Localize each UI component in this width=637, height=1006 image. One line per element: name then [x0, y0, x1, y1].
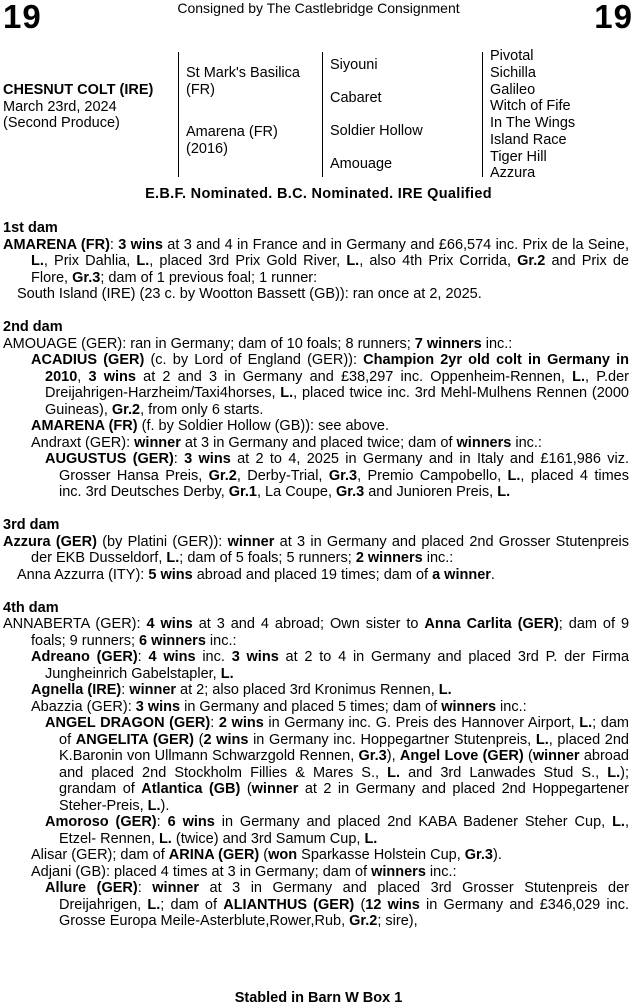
- fourth-dam-heading: 4th dam: [3, 599, 59, 616]
- produce-note: (Second Produce): [3, 115, 120, 131]
- pedigree-gen3-6: Island Race: [490, 132, 567, 148]
- second-dam-grandproduce: AUGUSTUS (GER): 3 wins at 2 to 4, 2025 in Germany and in Italy and £161,986 viz. Grosser Hansa Preis, Gr.2, Derby-Trial, Gr.3, Premio Campobello, L., placed 4 times inc. 3rd Deutsches Derby, Gr.1, La Coupe, Gr.3 and Junioren Preis, L.: [45, 451, 629, 500]
- catalogue-body: [3, 220, 629, 930]
- fourth-dam-produce-5: Adjani (GB): placed 4 times at 3 in Germany; dam of winners inc.:: [31, 863, 457, 880]
- lot-number-right: 19: [594, 0, 633, 35]
- second-dam-produce-1: ACADIUS (GER) (c. by Lord of England (GER)): Champion 2yr old colt in Germany in 2010, 3 wins at 2 and 3 in Germany and £38,297 inc. Oppenheim-Rennen, L., P.der Dreijahrigen-Harzheim/Taxi4horses, L., placed twice inc. 3rd Mehl-Mulhens Rennen (2000 Guineas), Gr.2, from only 6 starts.: [31, 352, 629, 418]
- third-dam-heading: 3rd dam: [3, 517, 60, 533]
- consignor-line: Consigned by The Castlebridge Consignment: [177, 0, 460, 16]
- pedigree-dam-sire: Soldier Hollow: [330, 123, 423, 139]
- fourth-dam-produce-1: Adreano (GER): 4 wins inc. 3 wins at 2 to 4 in Germany and placed 3rd P. der Firma Jungheinrich Gabelstapler, L.: [31, 649, 630, 682]
- stabling-note: Stabled in Barn W Box 1: [234, 990, 403, 1006]
- pedigree-gen3-5: In The Wings: [490, 115, 576, 131]
- second-dam-entry: AMOUAGE (GER): ran in Germany; dam of 10 foals; 8 runners; 7 winners inc.:: [3, 335, 513, 352]
- fourth-dam-grandproduce-1: ANGEL DRAGON (GER): 2 wins in Germany inc. G. Preis des Hannover Airport, L.; dam of ANGELITA (GER) (2 wins in Germany inc. Hoppegartner Stutenpreis, L., placed 2nd K.Baronin von Ullmann Schwarzgold Rennen, Gr.3), Angel Love (GER) (winner abroad and placed 2nd Stockholm Fillies & Mares S., L. and 3rd Lanwades Stud S., L.); grandam of Atlantica (GB) (winner at 2 in Germany and placed 2nd Hoppegartener Steher-Preis, L.).: [45, 715, 630, 814]
- lot-number-left: 19: [3, 0, 42, 35]
- fourth-dam-produce-4: Alisar (GER); dam of ARINA (GER) (won Sparkasse Holstein Cup, Gr.3).: [31, 847, 502, 863]
- fourth-dam-entry: ANNABERTA (GER): 4 wins at 3 and 4 abroad; Own sister to Anna Carlita (GER); dam of 9 foals; 9 runners; 6 winners inc.:: [3, 616, 630, 649]
- nominations-line: E.B.F. Nominated. B.C. Nominated. IRE Qualified: [145, 186, 492, 202]
- second-dam-heading: 2nd dam: [3, 319, 63, 335]
- pedigree-sire-sire: Siyouni: [330, 57, 378, 73]
- foaling-date: March 23rd, 2024: [3, 98, 117, 115]
- pedigree-gen3-4: Witch of Fife: [490, 98, 571, 114]
- pedigree-gen3-7: Tiger Hill: [490, 149, 547, 165]
- horse-details: [3, 82, 163, 132]
- fourth-dam-produce-3: Abazzia (GER): 3 wins in Germany and placed 5 times; dam of winners inc.:: [31, 698, 527, 715]
- pedigree-divider-3: [482, 52, 483, 177]
- third-dam-entry: Azzura (GER) (by Platini (GER)): winner at 3 in Germany and placed 2nd Grosser Stutenpreis der EKB Dusseldorf, L.; dam of 5 foals; 5 runners; 2 winners inc.:: [3, 533, 630, 566]
- second-dam-produce-3: Andraxt (GER): winner at 3 in Germany and placed twice; dam of winners inc.:: [31, 434, 542, 451]
- pedigree-dam: Amarena (FR) (2016): [186, 124, 278, 157]
- first-dam-heading: 1st dam: [3, 220, 58, 236]
- third-dam-produce: Anna Azzurra (ITY): 5 wins abroad and placed 19 times; dam of a winner.: [17, 566, 495, 583]
- pedigree-divider-2: [322, 52, 323, 177]
- pedigree-dam-dam: Amouage: [330, 156, 393, 172]
- fourth-dam-grandproduce-3: Allure (GER): winner at 3 in Germany and placed 3rd Grosser Stutenpreis der Dreijahrigen, L.; dam of ALIANTHUS (GER) (12 wins in Germany and £346,029 inc. Grosse Europa Meile-Asterblute,Rower,Rub, Gr.2; sire),: [45, 880, 630, 929]
- first-dam-produce: South Island (IRE) (23 c. by Wootton Bassett (GB)): ran once at 2, 2025.: [17, 286, 482, 302]
- second-dam-produce-2: AMARENA (FR) (f. by Soldier Hollow (GB)): see above.: [31, 418, 390, 434]
- pedigree-gen3-2: Sichilla: [490, 65, 536, 81]
- pedigree-sire: St Mark's Basilica (FR): [186, 65, 300, 98]
- fourth-dam-grandproduce-2: Amoroso (GER): 6 wins in Germany and placed 2nd KABA Badener Steher Cup, L., Etzel- Rennen, L. (twice) and 3rd Samum Cup, L.: [45, 814, 629, 847]
- pedigree-gen3-3: Galileo: [490, 82, 536, 98]
- fourth-dam-produce-2: Agnella (IRE): winner at 2; also placed 3rd Kronimus Rennen, L.: [31, 682, 452, 698]
- pedigree-gen3-8: Azzura: [490, 165, 536, 181]
- pedigree-gen3-1: Pivotal: [490, 48, 534, 64]
- horse-name: CHESNUT COLT (IRE): [3, 82, 154, 98]
- pedigree-sire-dam: Cabaret: [330, 90, 382, 106]
- pedigree-divider-1: [178, 52, 179, 177]
- first-dam-entry: AMARENA (FR): 3 wins at 3 and 4 in France and in Germany and £66,574 inc. Prix de la Seine, L., Prix Dahlia, L., placed 3rd Prix Gold River, L., also 4th Prix Corrida, Gr.2 and Prix de Flore, Gr.3; dam of 1 previous foal; 1 runner:: [3, 236, 629, 286]
